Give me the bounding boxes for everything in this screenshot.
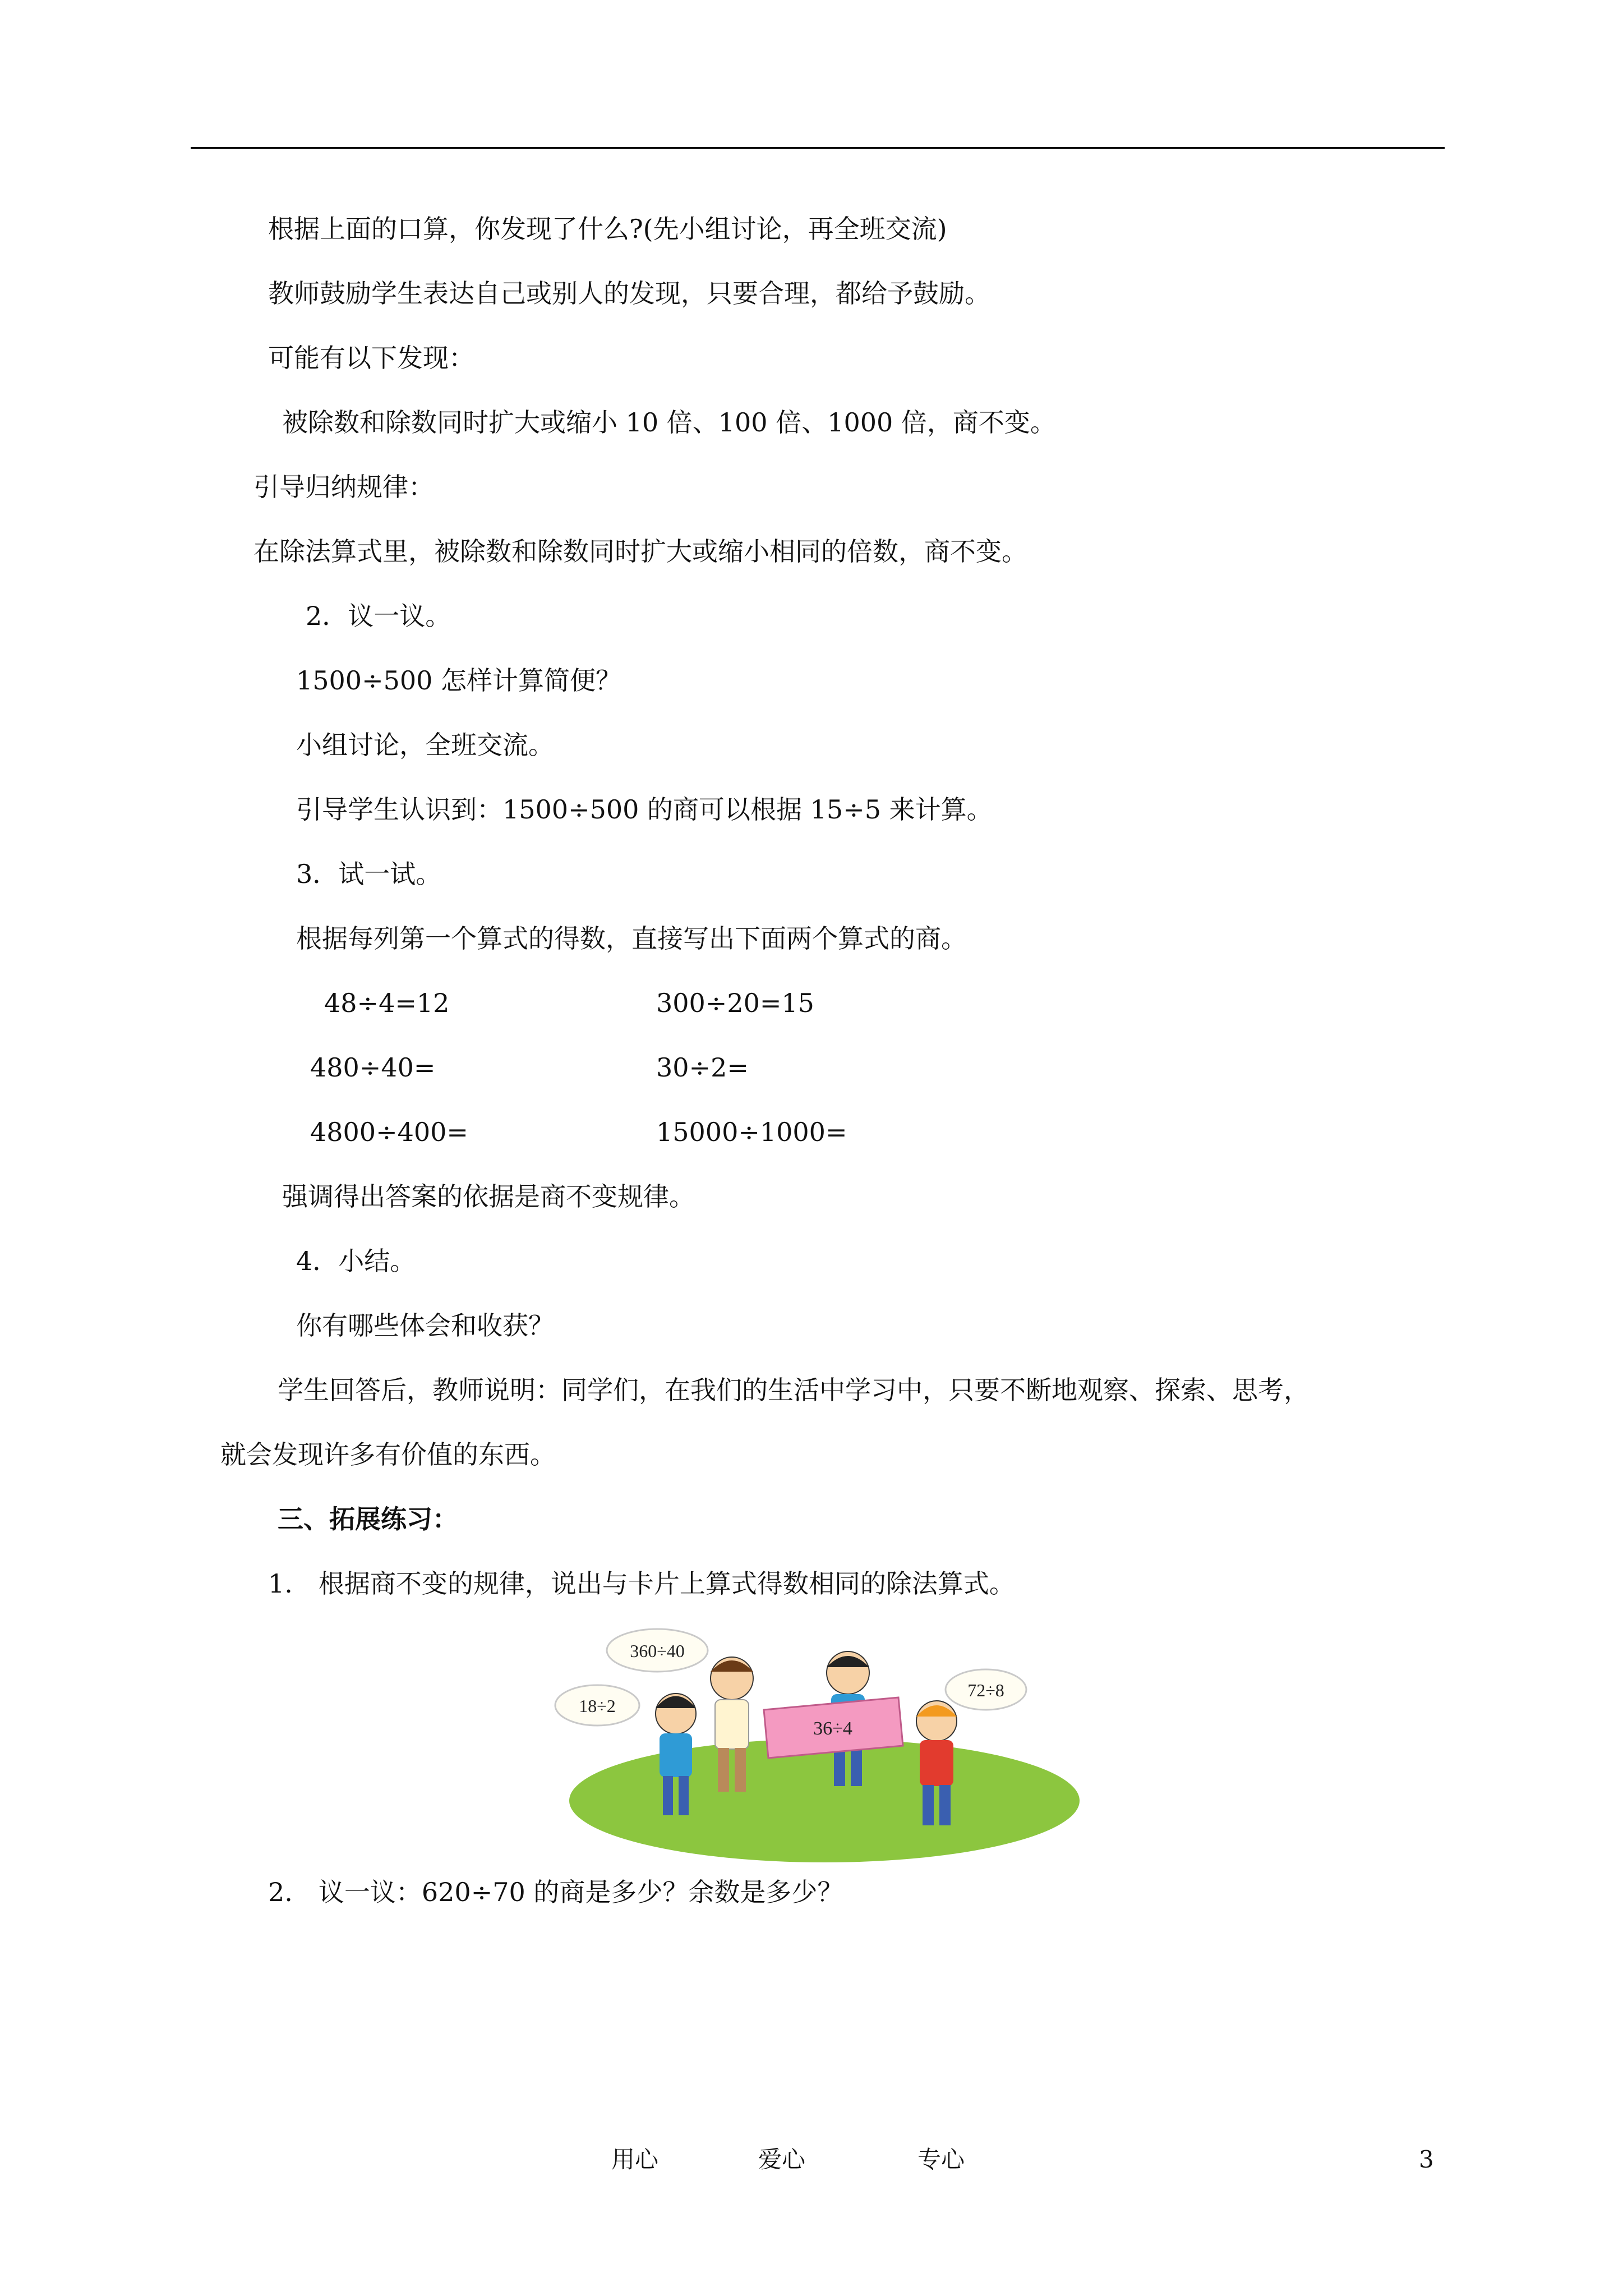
svg-text:36÷4: 36÷4 bbox=[813, 1718, 852, 1739]
exercise-b3: 15000÷1000= bbox=[656, 1117, 847, 1147]
body-line-19: 1. 根据商不变的规律，说出与卡片上算式得数相同的除法算式。 bbox=[268, 1568, 1015, 1599]
body-line-17: 就会发现许多有价值的东西。 bbox=[220, 1439, 556, 1470]
card-top bbox=[607, 1629, 708, 1672]
body-line-4: 被除数和除数同时扩大或缩小 10 倍、100 倍、1000 倍，商不变。 bbox=[282, 407, 1056, 438]
illustration-ground bbox=[569, 1739, 1080, 1862]
body-line-16: 学生回答后，教师说明：同学们，在我们的生活中学习中，只要不断地观察、探索、思考， bbox=[278, 1375, 1310, 1405]
body-line-12: 根据每列第一个算式的得数，直接写出下面两个算式的商。 bbox=[296, 923, 967, 954]
body-line-13: 强调得出答案的依据是商不变规律。 bbox=[282, 1181, 695, 1212]
body-line-8: 1500÷500 怎样计算简便？ bbox=[296, 665, 622, 696]
body-line-15: 你有哪些体会和收获？ bbox=[296, 1310, 554, 1341]
body-line-2: 教师鼓励学生表达自己或别人的发现，只要合理，都给予鼓励。 bbox=[268, 278, 990, 309]
body-line-6: 在除法算式里，被除数和除数同时扩大或缩小相同的倍数，商不变。 bbox=[253, 536, 1027, 567]
section-heading-extension: 三、拓展练习： bbox=[278, 1504, 458, 1534]
exercise-a3: 4800÷400= bbox=[310, 1117, 468, 1147]
header-rule bbox=[191, 147, 1445, 149]
body-line-1: 根据上面的口算，你发现了什么?(先小组讨论，再全班交流) bbox=[268, 214, 947, 244]
footer-word-3: 专心 bbox=[917, 2146, 965, 2173]
card-left bbox=[555, 1685, 639, 1726]
exercise-a1: 48÷4=12 bbox=[324, 988, 450, 1018]
exercise-b1: 300÷20=15 bbox=[656, 988, 814, 1018]
body-line-5: 引导归纳规律： bbox=[253, 472, 434, 502]
body-line-20: 2. 议一议：620÷70 的商是多少？余数是多少？ bbox=[268, 1877, 843, 1907]
section-heading-discuss: 2．议一议。 bbox=[306, 601, 451, 631]
footer-word-2: 爱心 bbox=[758, 2146, 806, 2173]
body-line-3: 可能有以下发现： bbox=[268, 343, 474, 373]
page-number: 3 bbox=[1419, 2146, 1434, 2173]
card-right bbox=[946, 1669, 1026, 1710]
body-line-10: 引导学生认识到：1500÷500 的商可以根据 15÷5 来计算。 bbox=[296, 794, 993, 825]
svg-text:72÷8: 72÷8 bbox=[967, 1680, 1004, 1700]
section-heading-summary: 4．小结。 bbox=[296, 1246, 416, 1276]
exercise-b2: 30÷2= bbox=[656, 1052, 749, 1083]
footer-word-1: 用心 bbox=[611, 2146, 659, 2173]
svg-text:360÷40: 360÷40 bbox=[630, 1641, 685, 1661]
body-line-9: 小组讨论，全班交流。 bbox=[296, 730, 554, 760]
svg-text:18÷2: 18÷2 bbox=[579, 1696, 616, 1716]
illustration-children-cards bbox=[533, 1616, 1094, 1862]
section-heading-try: 3．试一试。 bbox=[296, 859, 442, 889]
exercise-a2: 480÷40= bbox=[310, 1052, 436, 1083]
